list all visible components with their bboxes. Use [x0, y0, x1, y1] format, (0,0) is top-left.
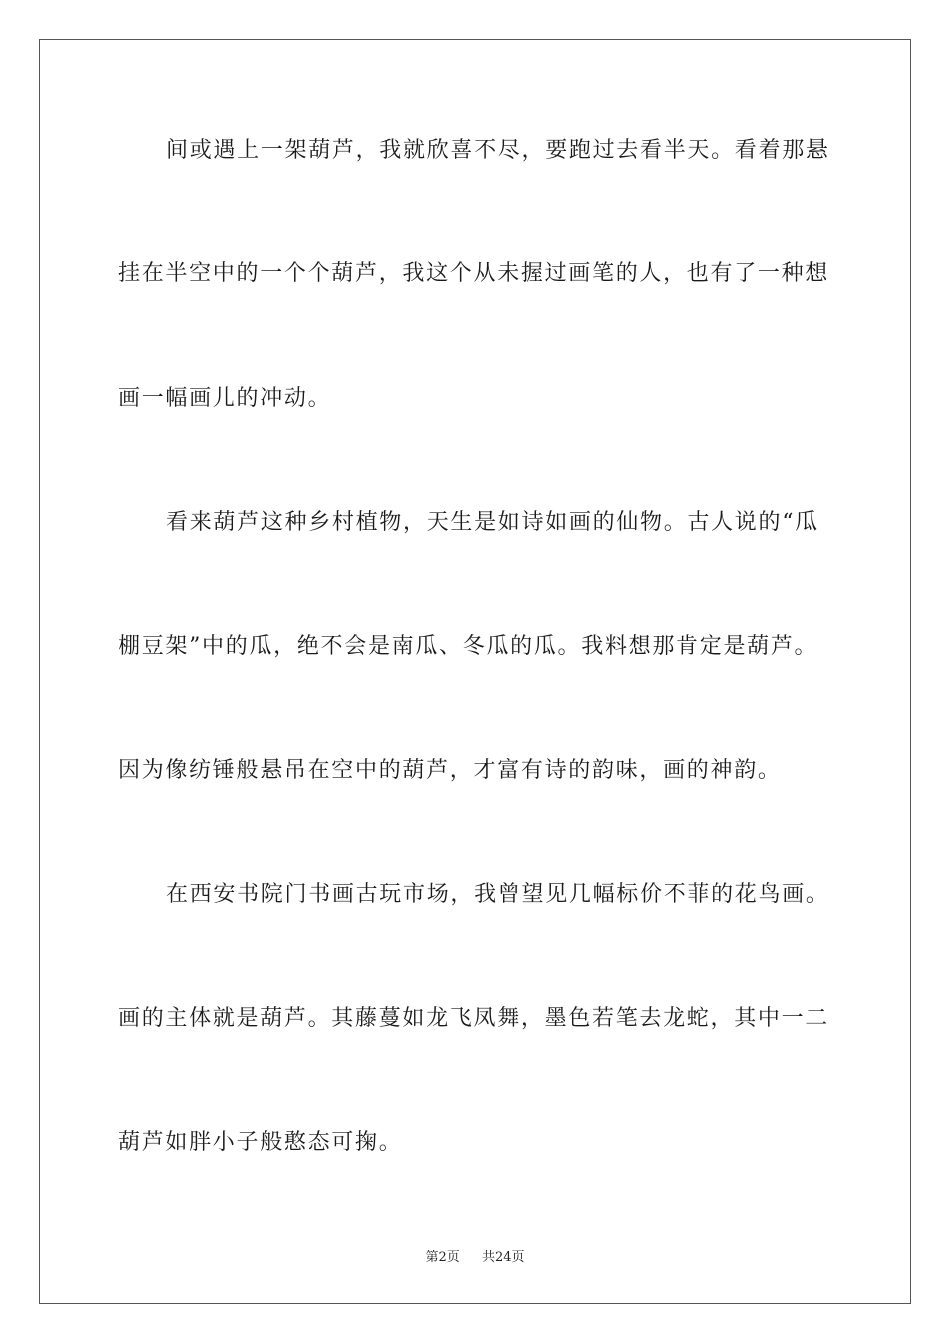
paragraph-2-line-1: 看来葫芦这种乡村植物，天生是如诗如画的仙物。古人说的“瓜 — [166, 510, 819, 535]
paragraph-1-line-1: 间或遇上一架葫芦，我就欣喜不尽，要跑过去看半天。看着那悬 — [166, 138, 830, 163]
paragraph-1-line-2: 挂在半空中的一个个葫芦，我这个从未握过画笔的人，也有了一种想 — [118, 261, 830, 286]
paragraph-3-line-1: 在西安书院门书画古玩市场，我曾望见几幅标价不菲的花鸟画。 — [166, 882, 830, 907]
paragraph-3-line-2: 画的主体就是葫芦。其藤蔓如龙飞凤舞，墨色若笔去龙蛇，其中一二 — [118, 1006, 830, 1031]
page-footer — [0, 1246, 950, 1265]
paragraph-2-line-2: 棚豆架”中的瓜，绝不会是南瓜、冬瓜的瓜。我料想那肯定是葫芦。 — [118, 634, 819, 659]
paragraph-3-line-3: 葫芦如胖小子般憨态可掬。 — [118, 1130, 403, 1155]
page-border — [39, 39, 911, 1304]
paragraph-2-line-3: 因为像纺锤般悬吊在空中的葫芦，才富有诗的韵味，画的神韵。 — [118, 758, 782, 783]
page-number: 第2页 — [425, 1250, 460, 1265]
page-total: 共24页 — [482, 1250, 525, 1265]
paragraph-1-line-3: 画一幅画儿的冲动。 — [118, 386, 332, 411]
